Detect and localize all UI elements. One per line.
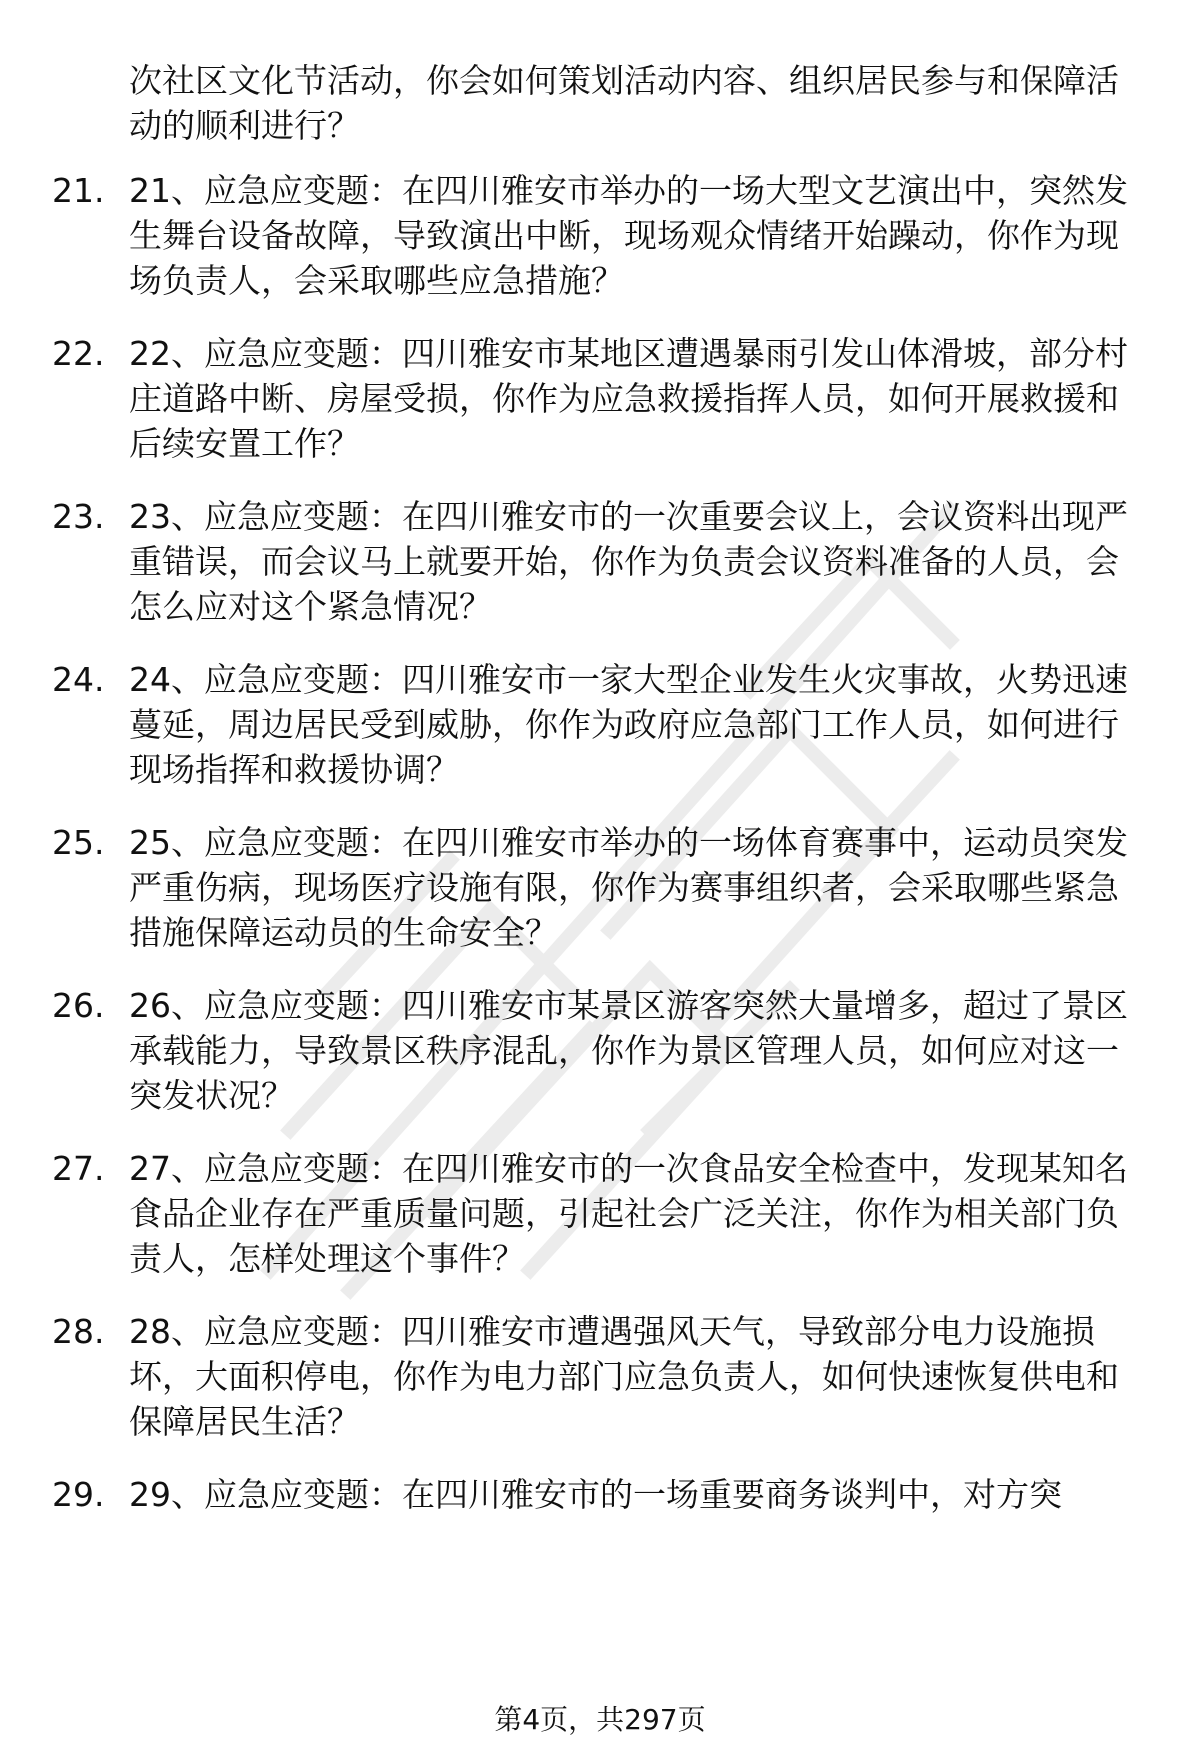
question-text: 22、应急应变题：四川雅安市某地区遭遇暴雨引发山体滑坡，部分村庄道路中断、房屋受损，你作为应急救援指挥人员，如何开展救援和后续安置工作？ bbox=[129, 334, 1128, 463]
question-number: 21. bbox=[52, 171, 105, 210]
list-item bbox=[0, 494, 1200, 629]
list-item bbox=[0, 168, 1200, 303]
intro-paragraph: 次社区文化节活动，你会如何策划活动内容、组织居民参与和保障活动的顺利进行？ bbox=[129, 61, 1119, 145]
question-number: 25. bbox=[52, 823, 105, 862]
page-footer: 第4页，共297页 bbox=[494, 1703, 706, 1736]
question-text: 27、应急应变题：在四川雅安市的一次食品安全检查中，发现某知名食品企业存在严重质量问题，引起社会广泛关注，你作为相关部门负责人，怎样处理这个事件？ bbox=[129, 1149, 1128, 1278]
question-number: 27. bbox=[52, 1149, 105, 1188]
question-number: 24. bbox=[52, 660, 105, 699]
list-item bbox=[0, 983, 1200, 1118]
list-item bbox=[0, 657, 1200, 792]
question-text: 21、应急应变题：在四川雅安市举办的一场大型文艺演出中，突然发生舞台设备故障，导致演出中断，现场观众情绪开始躁动，你作为现场负责人，会采取哪些应急措施？ bbox=[129, 171, 1128, 300]
list-item bbox=[0, 331, 1200, 466]
question-number: 23. bbox=[52, 497, 105, 536]
list-item bbox=[0, 1309, 1200, 1444]
question-number: 28. bbox=[52, 1312, 105, 1351]
question-text: 23、应急应变题：在四川雅安市的一次重要会议上，会议资料出现严重错误，而会议马上就要开始，你作为负责会议资料准备的人员，会怎么应对这个紧急情况？ bbox=[129, 497, 1128, 626]
question-number: 29. bbox=[52, 1475, 105, 1514]
question-text: 26、应急应变题：四川雅安市某景区游客突然大量增多，超过了景区承载能力，导致景区秩序混乱，你作为景区管理人员，如何应对这一突发状况？ bbox=[129, 986, 1128, 1115]
question-text: 24、应急应变题：四川雅安市一家大型企业发生火灾事故，火势迅速蔓延，周边居民受到威胁，你作为政府应急部门工作人员，如何进行现场指挥和救援协调？ bbox=[129, 660, 1128, 789]
question-text: 28、应急应变题：四川雅安市遭遇强风天气，导致部分电力设施损坏，大面积停电，你作为电力部门应急负责人，如何快速恢复供电和保障居民生活？ bbox=[129, 1312, 1119, 1441]
question-text: 25、应急应变题：在四川雅安市举办的一场体育赛事中，运动员突发严重伤病，现场医疗设施有限，你作为赛事组织者，会采取哪些紧急措施保障运动员的生命安全？ bbox=[129, 823, 1128, 952]
list-item bbox=[0, 1472, 1200, 1517]
question-list bbox=[0, 168, 1200, 1545]
list-item bbox=[0, 1146, 1200, 1281]
question-text: 29、应急应变题：在四川雅安市的一场重要商务谈判中，对方突 bbox=[129, 1475, 1062, 1514]
question-number: 22. bbox=[52, 334, 105, 373]
list-item bbox=[0, 820, 1200, 955]
question-number: 26. bbox=[52, 986, 105, 1025]
